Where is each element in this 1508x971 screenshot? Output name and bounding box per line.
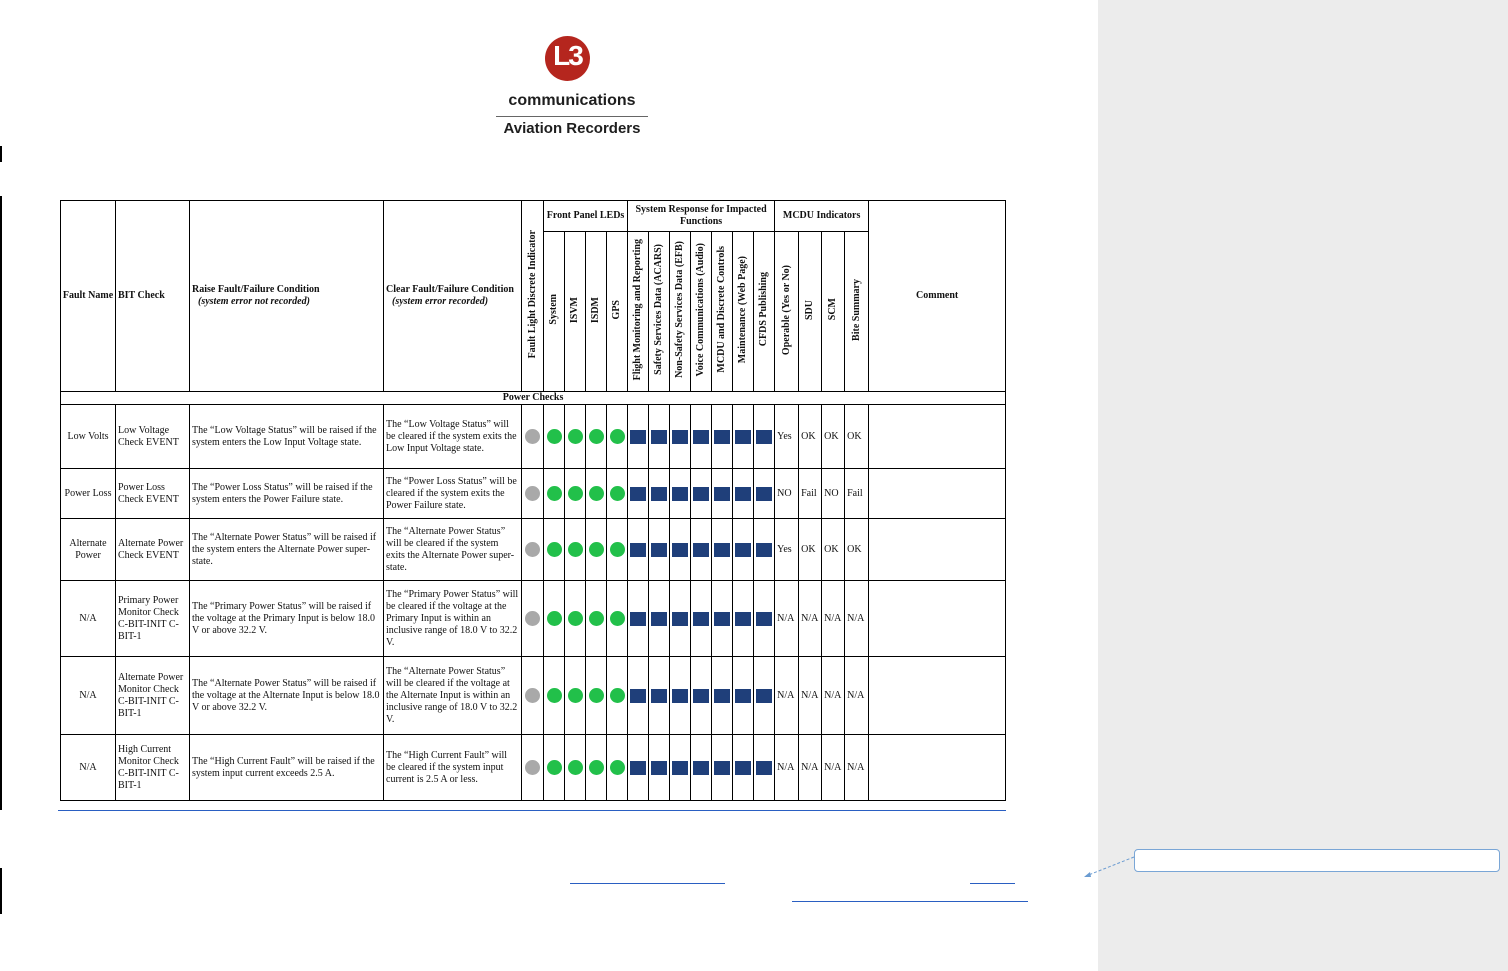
response-cell	[670, 405, 691, 469]
table-row	[61, 469, 1006, 519]
bit-check-cell: Alternate Power Monitor Check C-BIT-INIT C-BIT-1	[116, 657, 190, 735]
response-cell	[733, 519, 754, 581]
blue-status-icon	[651, 689, 667, 703]
blue-status-icon	[735, 689, 751, 703]
green-led-icon	[589, 486, 604, 501]
led-cell	[586, 469, 607, 519]
header-raise-title: Raise Fault/Failure Condition	[192, 284, 320, 295]
blue-status-icon	[693, 612, 709, 626]
led-cell	[607, 519, 628, 581]
blue-status-icon	[735, 430, 751, 444]
mcdu-indicator-cell: N/A	[775, 735, 799, 801]
fault-light-cell	[522, 735, 544, 801]
header-response-col: Safety Services Data (ACARS)	[649, 232, 670, 392]
raise-condition-cell: The “High Current Fault” will be raised if the system input current exceeds 2.5 A.	[190, 735, 384, 801]
header-led-col: ISVM	[565, 232, 586, 392]
header-raise-condition	[190, 201, 384, 392]
blue-status-icon	[693, 543, 709, 557]
mcdu-indicator-cell: OK	[799, 519, 822, 581]
mcdu-indicator-cell: N/A	[799, 735, 822, 801]
mcdu-indicator-cell: N/A	[845, 657, 869, 735]
response-cell	[649, 519, 670, 581]
response-cell	[628, 657, 649, 735]
blue-status-icon	[630, 761, 646, 775]
blue-status-icon	[672, 689, 688, 703]
green-led-icon	[547, 542, 562, 557]
mcdu-indicator-cell: NO	[775, 469, 799, 519]
response-cell	[691, 519, 712, 581]
change-bar	[0, 146, 2, 162]
mcdu-indicator-cell: OK	[845, 405, 869, 469]
mcdu-indicator-cell: OK	[822, 405, 845, 469]
bit-check-cell: Primary Power Monitor Check C-BIT-INIT C-BIT-1	[116, 581, 190, 657]
comment-cell	[869, 581, 1006, 657]
response-cell	[733, 657, 754, 735]
table-row	[61, 405, 1006, 469]
led-cell	[565, 735, 586, 801]
green-led-icon	[547, 429, 562, 444]
mcdu-indicator-cell: N/A	[822, 581, 845, 657]
header-mcdu-col: Operable (Yes or No)	[775, 232, 799, 392]
header-mcdu-col: SCM	[822, 232, 845, 392]
response-cell	[754, 657, 775, 735]
blue-status-icon	[714, 487, 730, 501]
fault-name-cell: N/A	[61, 735, 116, 801]
blue-status-icon	[630, 612, 646, 626]
blue-status-icon	[756, 543, 772, 557]
clear-condition-cell: The “Low Voltage Status” will be cleared if the system exits the Low Input Voltage state.	[384, 405, 522, 469]
green-led-icon	[568, 486, 583, 501]
response-cell	[712, 405, 733, 469]
led-cell	[544, 519, 565, 581]
raise-condition-cell: The “Alternate Power Status” will be raised if the system enters the Alternate Power super-state.	[190, 519, 384, 581]
blue-status-icon	[714, 761, 730, 775]
green-led-icon	[610, 688, 625, 703]
grey-indicator-icon	[525, 611, 540, 626]
response-cell	[733, 581, 754, 657]
header-clear-note: (system error recorded)	[392, 296, 489, 307]
blue-status-icon	[630, 430, 646, 444]
comment-cell	[869, 519, 1006, 581]
response-cell	[754, 735, 775, 801]
green-led-icon	[610, 760, 625, 775]
grey-indicator-icon	[525, 429, 540, 444]
clear-condition-cell: The “Alternate Power Status” will be cleared if the system exits the Alternate Power super-state.	[384, 519, 522, 581]
header-mcdu-col: SDU	[799, 232, 822, 392]
response-cell	[628, 519, 649, 581]
response-cell	[691, 581, 712, 657]
response-cell	[670, 469, 691, 519]
blue-status-icon	[714, 543, 730, 557]
green-led-icon	[610, 542, 625, 557]
header-comment: Comment	[869, 201, 1006, 392]
header-response-col: Voice Communications (Audio)	[691, 232, 712, 392]
fault-light-cell	[522, 657, 544, 735]
response-cell	[628, 469, 649, 519]
response-cell	[628, 405, 649, 469]
change-bar	[0, 868, 2, 914]
green-led-icon	[547, 486, 562, 501]
logo-division: Aviation Recorders	[503, 120, 641, 137]
blue-status-icon	[630, 487, 646, 501]
bit-check-cell: Low Voltage Check EVENT	[116, 405, 190, 469]
led-cell	[607, 405, 628, 469]
response-cell	[733, 735, 754, 801]
bit-check-cell: Power Loss Check EVENT	[116, 469, 190, 519]
mcdu-indicator-cell: OK	[845, 519, 869, 581]
fault-light-cell	[522, 519, 544, 581]
mcdu-indicator-cell: N/A	[775, 657, 799, 735]
comment-pane	[1098, 0, 1508, 971]
blue-status-icon	[651, 612, 667, 626]
blue-status-icon	[693, 761, 709, 775]
response-cell	[670, 657, 691, 735]
clear-condition-cell: The “Alternate Power Status” will be cleared if the voltage at the Alternate Input is within an inclusive range of 18.0 V to 32.2 V.	[384, 657, 522, 735]
led-cell	[544, 657, 565, 735]
response-cell	[649, 581, 670, 657]
response-cell	[754, 519, 775, 581]
led-cell	[607, 657, 628, 735]
fault-light-cell	[522, 469, 544, 519]
response-cell	[649, 657, 670, 735]
blue-status-icon	[756, 430, 772, 444]
blue-status-icon	[735, 487, 751, 501]
green-led-icon	[547, 760, 562, 775]
blue-status-icon	[672, 430, 688, 444]
blue-status-icon	[651, 761, 667, 775]
comment-cell	[869, 657, 1006, 735]
led-cell	[607, 581, 628, 657]
led-cell	[586, 405, 607, 469]
response-cell	[712, 581, 733, 657]
response-cell	[733, 469, 754, 519]
header-led-col: ISDM	[586, 232, 607, 392]
table-row	[61, 519, 1006, 581]
comment-cell	[869, 735, 1006, 801]
green-led-icon	[568, 611, 583, 626]
response-cell	[670, 519, 691, 581]
blue-status-icon	[756, 761, 772, 775]
link-underline	[570, 883, 725, 884]
blue-status-icon	[672, 543, 688, 557]
company-logo	[490, 36, 654, 140]
blue-status-icon	[693, 689, 709, 703]
green-led-icon	[589, 542, 604, 557]
raise-condition-cell: The “Power Loss Status” will be raised if the system enters the Power Failure state.	[190, 469, 384, 519]
blue-status-icon	[651, 430, 667, 444]
response-cell	[733, 405, 754, 469]
blue-status-icon	[714, 430, 730, 444]
clear-condition-cell: The “High Current Fault” will be cleared if the system input current is 2.5 A or less.	[384, 735, 522, 801]
raise-condition-cell: The “Primary Power Status” will be raised if the voltage at the Primary Input is below 18.0 V or above 32.2 V.	[190, 581, 384, 657]
led-cell	[607, 735, 628, 801]
led-cell	[586, 657, 607, 735]
header-response-col: CFDS Publishing	[754, 232, 775, 392]
table-row	[61, 735, 1006, 801]
header-clear-title: Clear Fault/Failure Condition	[386, 284, 514, 295]
fault-name-cell: N/A	[61, 657, 116, 735]
response-cell	[712, 519, 733, 581]
response-cell	[670, 735, 691, 801]
response-cell	[628, 581, 649, 657]
header-fault-name: Fault Name	[61, 201, 116, 392]
response-cell	[691, 735, 712, 801]
green-led-icon	[610, 611, 625, 626]
response-cell	[670, 581, 691, 657]
blue-status-icon	[693, 487, 709, 501]
fault-light-cell	[522, 581, 544, 657]
blue-status-icon	[756, 689, 772, 703]
response-cell	[691, 657, 712, 735]
green-led-icon	[568, 542, 583, 557]
response-cell	[691, 469, 712, 519]
response-cell	[754, 405, 775, 469]
grey-indicator-icon	[525, 760, 540, 775]
blue-status-icon	[651, 487, 667, 501]
comment-box[interactable]	[1134, 849, 1500, 872]
table-row	[61, 657, 1006, 735]
section-title: Power Checks	[61, 392, 1006, 405]
header-led-col: System	[544, 232, 565, 392]
mcdu-indicator-cell: OK	[822, 519, 845, 581]
mcdu-indicator-cell: N/A	[845, 581, 869, 657]
mcdu-indicator-cell: NO	[822, 469, 845, 519]
response-cell	[691, 405, 712, 469]
header-front-panel-leds: Front Panel LEDs	[544, 201, 628, 232]
header-system-response: System Response for Impacted Functions	[628, 201, 775, 232]
blue-status-icon	[735, 761, 751, 775]
logo-company: communications	[508, 92, 636, 109]
blue-status-icon	[672, 487, 688, 501]
led-cell	[544, 405, 565, 469]
raise-condition-cell: The “Low Voltage Status” will be raised if the system enters the Low Input Voltage state.	[190, 405, 384, 469]
mcdu-indicator-cell: N/A	[799, 581, 822, 657]
response-cell	[649, 469, 670, 519]
header-mcdu-col: Bite Summary	[845, 232, 869, 392]
green-led-icon	[589, 760, 604, 775]
response-cell	[712, 469, 733, 519]
comment-connector	[1082, 852, 1142, 882]
header-led-col: GPS	[607, 232, 628, 392]
blue-status-icon	[735, 543, 751, 557]
blue-status-icon	[630, 543, 646, 557]
blue-status-icon	[693, 430, 709, 444]
link-underline	[58, 810, 1006, 811]
blue-status-icon	[714, 612, 730, 626]
blue-status-icon	[714, 689, 730, 703]
led-cell	[565, 469, 586, 519]
green-led-icon	[568, 760, 583, 775]
blue-status-icon	[630, 689, 646, 703]
mcdu-indicator-cell: N/A	[822, 735, 845, 801]
fault-name-cell: Power Loss	[61, 469, 116, 519]
bit-check-cell: High Current Monitor Check C-BIT-INIT C-BIT-1	[116, 735, 190, 801]
change-bar	[0, 196, 2, 810]
led-cell	[565, 657, 586, 735]
mcdu-indicator-cell: Fail	[845, 469, 869, 519]
led-cell	[565, 405, 586, 469]
led-cell	[586, 519, 607, 581]
table-row	[61, 581, 1006, 657]
blue-status-icon	[756, 487, 772, 501]
led-cell	[586, 735, 607, 801]
green-led-icon	[589, 688, 604, 703]
led-cell	[565, 581, 586, 657]
header-raise-note: (system error not recorded)	[198, 296, 310, 307]
green-led-icon	[547, 611, 562, 626]
comment-cell	[869, 469, 1006, 519]
logo-divider	[496, 116, 648, 117]
clear-condition-cell: The “Primary Power Status” will be cleared if the voltage at the Primary Input is within an inclusive range of 18.0 V to 32.2 V.	[384, 581, 522, 657]
green-led-icon	[547, 688, 562, 703]
blue-status-icon	[651, 543, 667, 557]
link-underline	[792, 901, 1028, 902]
logo-mark: L3	[553, 40, 582, 71]
mcdu-indicator-cell: Yes	[775, 519, 799, 581]
mcdu-indicator-cell: Yes	[775, 405, 799, 469]
led-cell	[607, 469, 628, 519]
blue-status-icon	[672, 612, 688, 626]
header-bit-check: BIT Check	[116, 201, 190, 392]
green-led-icon	[589, 429, 604, 444]
led-cell	[565, 519, 586, 581]
fault-name-cell: N/A	[61, 581, 116, 657]
mcdu-indicator-cell: N/A	[845, 735, 869, 801]
clear-condition-cell: The “Power Loss Status” will be cleared if the system exits the Power Failure state.	[384, 469, 522, 519]
fault-light-cell	[522, 405, 544, 469]
fault-table	[60, 200, 1006, 801]
link-underline	[970, 883, 1015, 884]
header-mcdu-indicators: MCDU Indicators	[775, 201, 869, 232]
green-led-icon	[610, 486, 625, 501]
response-cell	[628, 735, 649, 801]
fault-name-cell: Alternate Power	[61, 519, 116, 581]
fault-name-cell: Low Volts	[61, 405, 116, 469]
header-response-col: MCDU and Discrete Controls	[712, 232, 733, 392]
led-cell	[544, 581, 565, 657]
green-led-icon	[610, 429, 625, 444]
grey-indicator-icon	[525, 542, 540, 557]
led-cell	[586, 581, 607, 657]
green-led-icon	[568, 429, 583, 444]
header-fault-light: Fault Light Discrete Indicator	[522, 201, 544, 392]
led-cell	[544, 469, 565, 519]
response-cell	[754, 469, 775, 519]
response-cell	[712, 657, 733, 735]
green-led-icon	[589, 611, 604, 626]
response-cell	[754, 581, 775, 657]
mcdu-indicator-cell: N/A	[822, 657, 845, 735]
led-cell	[544, 735, 565, 801]
response-cell	[649, 405, 670, 469]
blue-status-icon	[672, 761, 688, 775]
blue-status-icon	[735, 612, 751, 626]
grey-indicator-icon	[525, 688, 540, 703]
header-response-col: Maintenance (Web Page)	[733, 232, 754, 392]
mcdu-indicator-cell: OK	[799, 405, 822, 469]
green-led-icon	[568, 688, 583, 703]
response-cell	[649, 735, 670, 801]
comment-cell	[869, 405, 1006, 469]
grey-indicator-icon	[525, 486, 540, 501]
blue-status-icon	[756, 612, 772, 626]
header-clear-condition	[384, 201, 522, 392]
header-response-col: Flight Monitoring and Reporting	[628, 232, 649, 392]
header-response-col: Non-Safety Services Data (EFB)	[670, 232, 691, 392]
mcdu-indicator-cell: N/A	[775, 581, 799, 657]
bit-check-cell: Alternate Power Check EVENT	[116, 519, 190, 581]
mcdu-indicator-cell: N/A	[799, 657, 822, 735]
response-cell	[712, 735, 733, 801]
mcdu-indicator-cell: Fail	[799, 469, 822, 519]
raise-condition-cell: The “Alternate Power Status” will be raised if the voltage at the Alternate Input is below 18.0 V or above 32.2 V.	[190, 657, 384, 735]
